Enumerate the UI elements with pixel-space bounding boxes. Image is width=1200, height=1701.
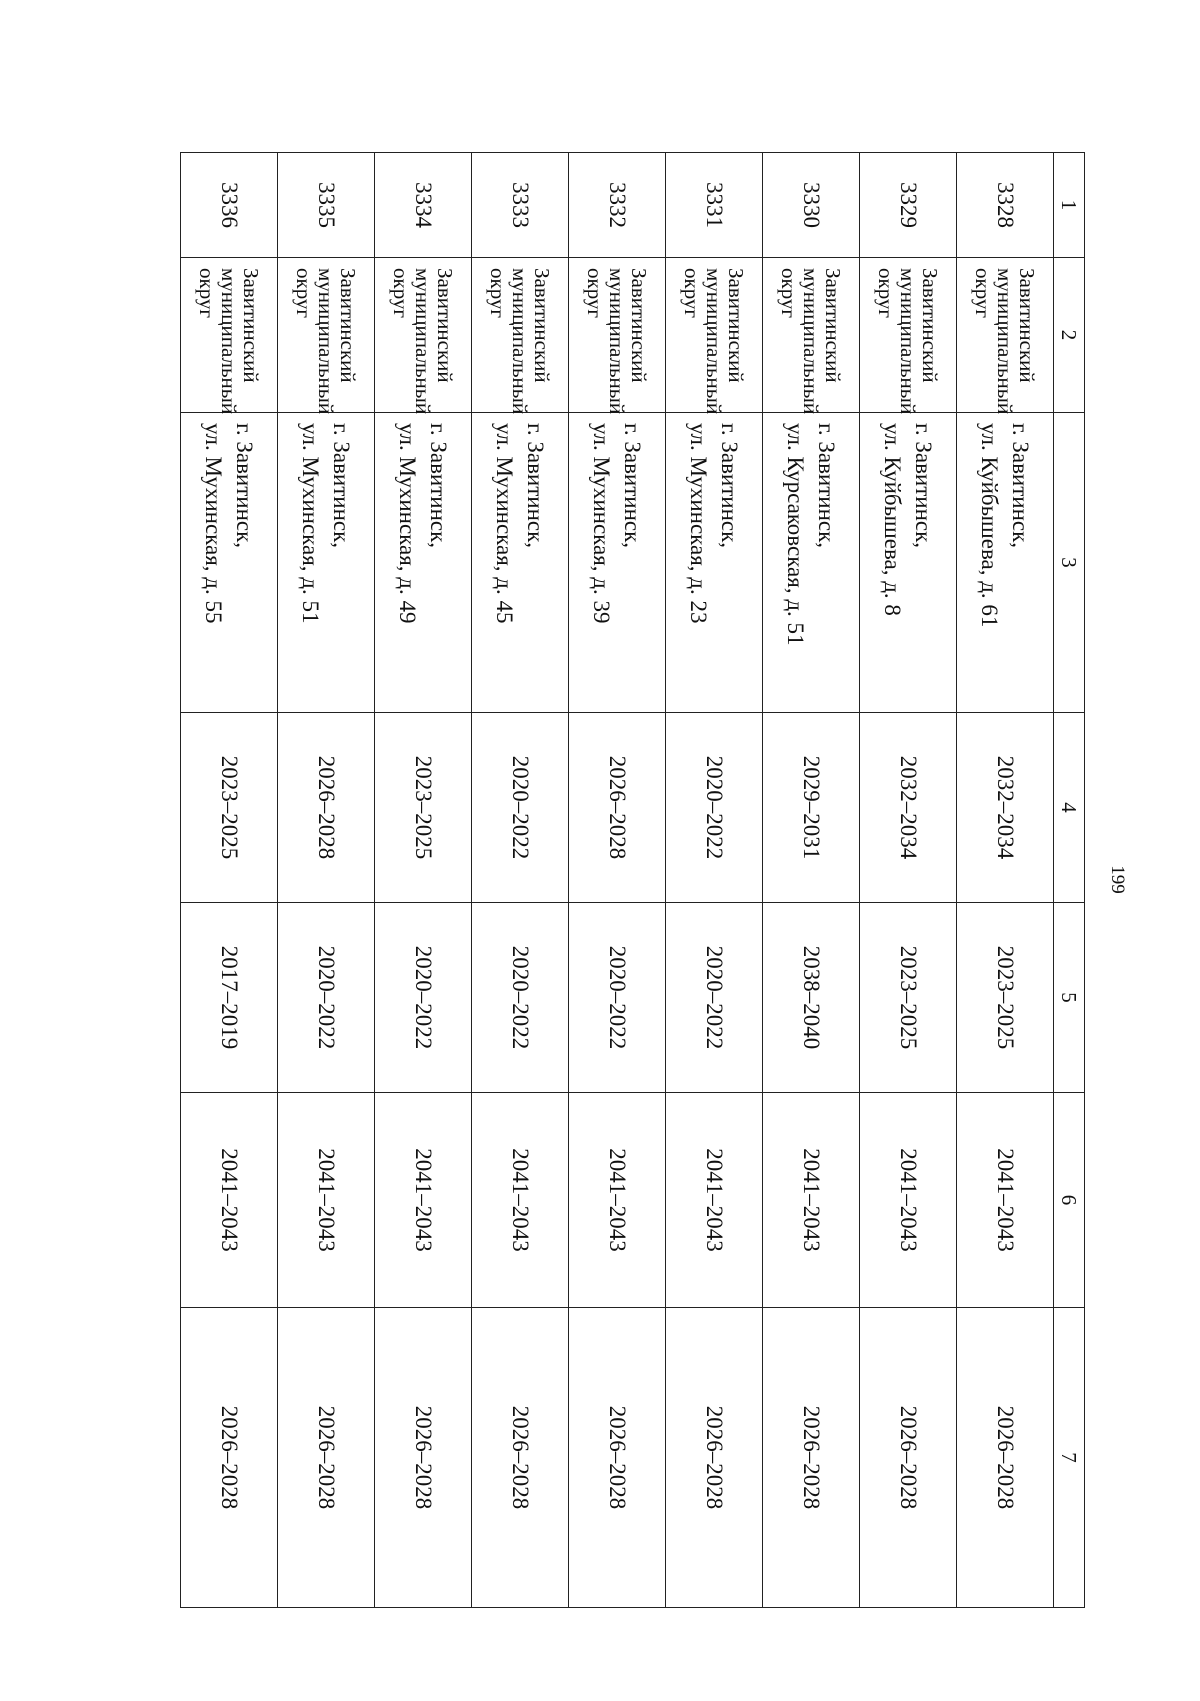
period-cell-c5: 2017–2019 [181,903,278,1093]
period-cell-c6: 2041–2043 [569,1093,666,1308]
municipality-cell [666,258,763,413]
period-cell-c7: 2026–2028 [278,1308,375,1608]
address-cell [181,413,278,713]
period-cell-c6: 2041–2043 [957,1093,1054,1308]
municipality-line: Завитинский [239,268,263,383]
municipality-line: Завитинский [433,268,457,383]
municipality-line: Завитинский [821,268,845,383]
row-number-cell: 3333 [472,153,569,258]
municipality-line: округ [195,268,219,319]
table-row [860,153,957,1608]
header-row [1054,153,1085,1608]
municipality-cell [181,258,278,413]
municipality-line: округ [486,268,510,319]
period-cell-c5: 2020–2022 [666,903,763,1093]
address-line: г. Завитинск, [523,423,548,549]
table-body [181,153,1054,1608]
table-row [472,153,569,1608]
column-header-1: 1 [1054,153,1085,258]
address-line: г. Завитинск, [717,423,742,549]
period-cell-c5: 2020–2022 [472,903,569,1093]
municipality-line: муниципальный [314,268,338,415]
period-cell-c4: 2023–2025 [375,713,472,903]
address-line: ул. Мухинская, д. 51 [298,423,323,624]
period-cell-c6: 2041–2043 [860,1093,957,1308]
municipality-line: округ [777,268,801,319]
period-cell-c7: 2026–2028 [860,1308,957,1608]
address-line: ул. Мухинская, д. 49 [395,423,420,624]
period-cell-c7: 2026–2028 [763,1308,860,1608]
municipality-line: округ [874,268,898,319]
row-number-cell: 3336 [181,153,278,258]
municipality-cell [375,258,472,413]
municipality-cell [763,258,860,413]
address-line: г. Завитинск, [1008,423,1033,549]
period-cell-c7: 2026–2028 [569,1308,666,1608]
table-row [666,153,763,1608]
period-cell-c4: 2032–2034 [957,713,1054,903]
period-cell-c6: 2041–2043 [181,1093,278,1308]
table-row [569,153,666,1608]
address-line: ул. Куйбышева, д. 61 [977,423,1002,628]
municipality-line: муниципальный [508,268,532,415]
address-line: ул. Мухинская, д. 39 [589,423,614,624]
column-header-4: 4 [1054,713,1085,903]
period-cell-c7: 2026–2028 [957,1308,1054,1608]
column-header-2: 2 [1054,258,1085,413]
municipality-line: муниципальный [605,268,629,415]
address-line: г. Завитинск, [814,423,839,549]
period-cell-c6: 2041–2043 [666,1093,763,1308]
address-line: ул. Мухинская, д. 23 [686,423,711,624]
period-cell-c4: 2026–2028 [278,713,375,903]
municipality-line: муниципальный [896,268,920,415]
municipality-line: Завитинский [724,268,748,383]
period-cell-c6: 2041–2043 [278,1093,375,1308]
column-header-5: 5 [1054,903,1085,1093]
period-cell-c4: 2032–2034 [860,713,957,903]
period-cell-c7: 2026–2028 [375,1308,472,1608]
address-cell [860,413,957,713]
municipality-cell [957,258,1054,413]
period-cell-c5: 2023–2025 [860,903,957,1093]
municipality-line: муниципальный [411,268,435,415]
row-number-cell: 3334 [375,153,472,258]
period-cell-c4: 2020–2022 [666,713,763,903]
period-cell-c5: 2020–2022 [278,903,375,1093]
municipality-line: округ [583,268,607,319]
page-number: 199 [1107,865,1128,894]
municipality-line: Завитинский [530,268,554,383]
address-line: г. Завитинск, [620,423,645,549]
column-header-3: 3 [1054,413,1085,713]
address-line: г. Завитинск, [232,423,257,549]
municipality-line: муниципальный [993,268,1017,415]
municipality-line: Завитинский [1015,268,1039,383]
municipality-line: Завитинский [918,268,942,383]
address-cell [472,413,569,713]
repair-schedule-table [180,152,1085,1608]
municipality-line: Завитинский [336,268,360,383]
address-line: ул. Курсаковская, д. 51 [783,423,808,646]
address-cell [569,413,666,713]
municipality-cell [278,258,375,413]
period-cell-c6: 2041–2043 [375,1093,472,1308]
period-cell-c5: 2020–2022 [375,903,472,1093]
row-number-cell: 3329 [860,153,957,258]
row-number-cell: 3331 [666,153,763,258]
municipality-line: округ [971,268,995,319]
table-row [278,153,375,1608]
period-cell-c5: 2038–2040 [763,903,860,1093]
address-line: г. Завитинск, [911,423,936,549]
period-cell-c5: 2020–2022 [569,903,666,1093]
period-cell-c4: 2026–2028 [569,713,666,903]
address-line: г. Завитинск, [329,423,354,549]
column-header-6: 6 [1054,1093,1085,1308]
address-cell [666,413,763,713]
period-cell-c5: 2023–2025 [957,903,1054,1093]
period-cell-c7: 2026–2028 [181,1308,278,1608]
municipality-cell [860,258,957,413]
table-row [181,153,278,1608]
period-cell-c4: 2020–2022 [472,713,569,903]
table-row [375,153,472,1608]
address-cell [957,413,1054,713]
period-cell-c6: 2041–2043 [763,1093,860,1308]
period-cell-c4: 2029–2031 [763,713,860,903]
address-line: ул. Мухинская, д. 55 [201,423,226,624]
address-cell [278,413,375,713]
column-header-7: 7 [1054,1308,1085,1608]
table-row [763,153,860,1608]
municipality-line: округ [680,268,704,319]
rotated-page [187,152,1132,1607]
period-cell-c7: 2026–2028 [666,1308,763,1608]
period-cell-c4: 2023–2025 [181,713,278,903]
municipality-cell [569,258,666,413]
period-cell-c7: 2026–2028 [472,1308,569,1608]
row-number-cell: 3332 [569,153,666,258]
municipality-line: муниципальный [217,268,241,415]
municipality-line: округ [292,268,316,319]
municipality-line: муниципальный [799,268,823,415]
row-number-cell: 3335 [278,153,375,258]
period-cell-c6: 2041–2043 [472,1093,569,1308]
municipality-line: округ [389,268,413,319]
row-number-cell: 3330 [763,153,860,258]
municipality-line: муниципальный [702,268,726,415]
address-line: г. Завитинск, [426,423,451,549]
row-number-cell: 3328 [957,153,1054,258]
table-row [957,153,1054,1608]
address-cell [375,413,472,713]
address-line: ул. Мухинская, д. 45 [492,423,517,624]
municipality-cell [472,258,569,413]
address-line: ул. Куйбышева, д. 8 [880,423,905,616]
address-cell [763,413,860,713]
municipality-line: Завитинский [627,268,651,383]
